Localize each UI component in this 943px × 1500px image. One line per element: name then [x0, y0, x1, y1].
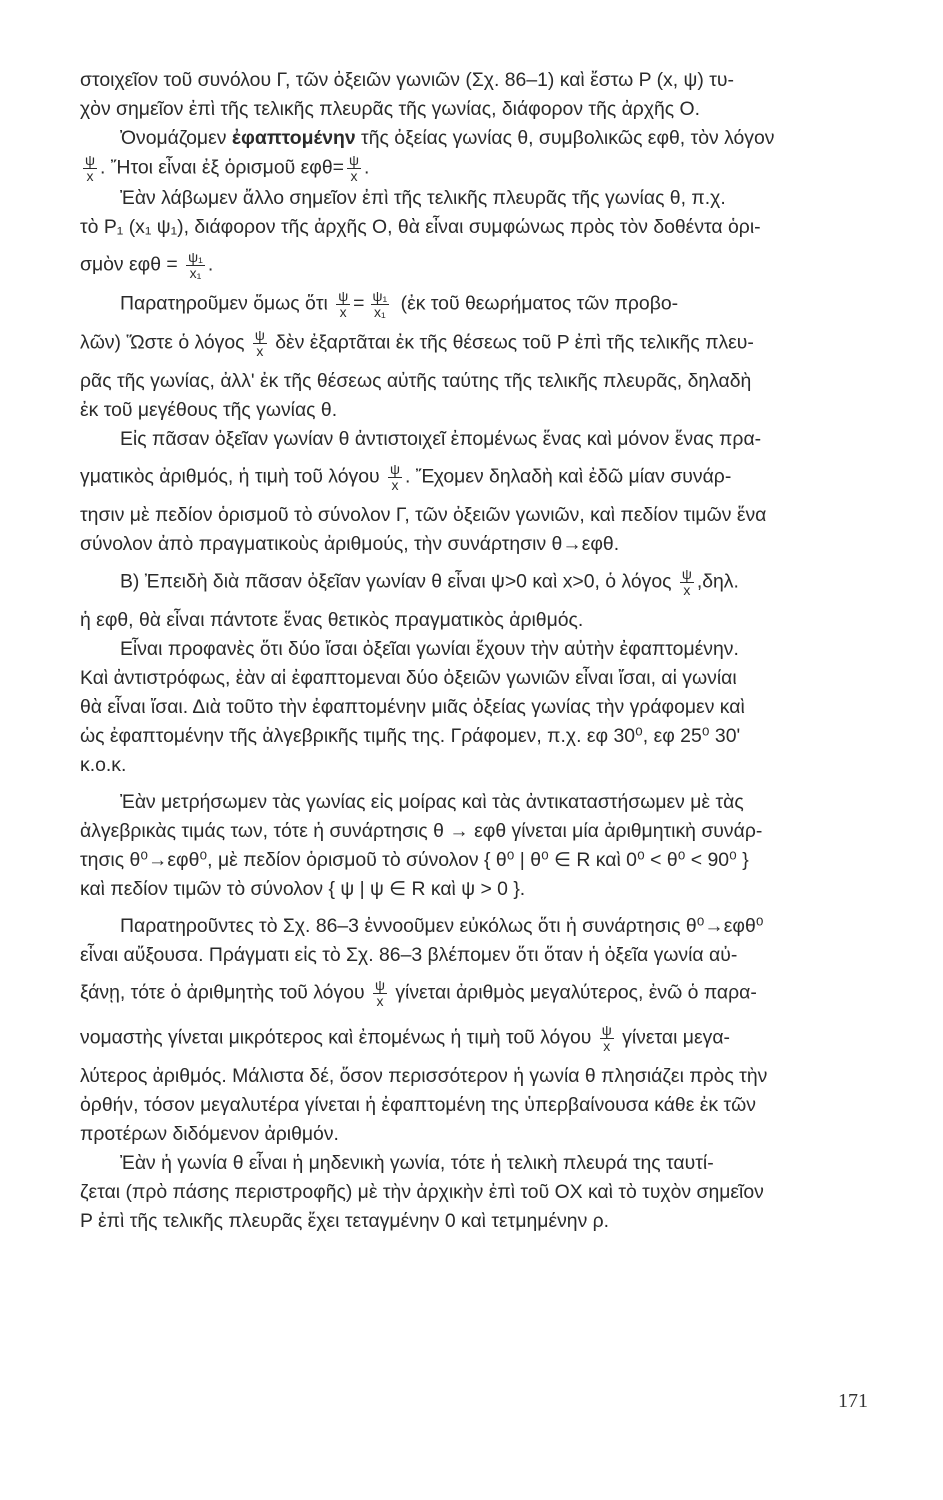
fraction-denominator: x	[86, 168, 94, 184]
fraction-psi1-over-x1	[371, 289, 390, 320]
fraction-denominator: x₁	[373, 304, 386, 320]
text-line: Παρατηροῦντες τὸ Σχ. 86–3 ἐννοοῦμεν εὐκόλως ὅτι ἡ συνάρτησις θ⁰→εφθ⁰	[120, 915, 764, 937]
definition-line	[80, 124, 863, 153]
fraction-psi-over-x	[600, 1023, 614, 1054]
text-line: προτέρων διδόμενον ἀριθμόν.	[80, 1123, 339, 1145]
fraction-numerator: ψ	[254, 328, 265, 343]
text-line: στοιχεῖον τοῦ συνόλου Γ, τῶν ὀξειῶν γωνιῶν (Σχ. 86–1) καὶ ἔστω Ρ (x, ψ) τυ-	[80, 69, 734, 91]
text-run: ,δηλ.	[696, 570, 739, 593]
fraction-psi-over-x	[253, 328, 267, 359]
text-line: ὀρθήν, τόσον μεγαλυτέρα γίνεται ἡ ἐφαπτομένη της ὑπερβαίνουσα κάθε ἐκ τῶν	[80, 1094, 756, 1116]
text-run: (ἐκ τοῦ θεωρήματος τῶν προβο-	[400, 292, 679, 315]
fraction-denominator: x	[376, 993, 384, 1009]
fraction-denominator: x	[683, 582, 691, 598]
text-run: τῆς ὀξείας γωνίας θ, συμβολικῶς εφθ, τὸν λόγον	[355, 127, 775, 149]
fraction-numerator: ψ₁	[372, 289, 388, 304]
text-line: χὸν σημεῖον ἐπὶ τῆς τελικῆς πλευρᾶς τῆς γωνίας, διάφορον τῆς ἀρχῆς Ο.	[80, 98, 700, 120]
text-line: ἀλγεβρικὰς τιμάς των, τότε ἡ συνάρτησις θ → εφθ γίνεται μία ἀριθμητικὴ συνάρ-	[80, 820, 763, 842]
text-line: σμὸν εφθ = $\frac{\text{ψ₁}}{\text{x₁}}$ .	[80, 250, 214, 281]
text-line: καὶ πεδίον τιμῶν τὸ σύνολον { ψ | ψ ∈ R καὶ ψ > 0 }.	[80, 878, 526, 900]
text-line	[80, 1023, 863, 1054]
body-text	[80, 66, 863, 1236]
fraction-psi-over-x	[680, 567, 694, 598]
fraction-numerator: ψ	[338, 289, 349, 304]
text-line: Εἰς πᾶσαν ὀξεῖαν γωνίαν θ ἀντιστοιχεῖ ἐπομένως ἕνας καὶ μόνον ἕνας πρα-	[120, 428, 762, 450]
page-number: 171	[838, 1390, 868, 1412]
text-run: νομαστὴς γίνεται μικρότερος καὶ ἐπομένως ἡ τιμὴ τοῦ λόγου	[80, 1026, 597, 1049]
text-run: ξάνῃ, τότε ὁ ἀριθμητὴς τοῦ λόγου	[80, 981, 370, 1004]
text-run: δὲν ἐξαρτᾶται ἐκ τῆς θέσεως τοῦ Ρ ἐπὶ τῆς τελικῆς πλευ-	[275, 331, 754, 354]
fraction-denominator: x	[391, 477, 399, 493]
text-line	[80, 328, 863, 359]
text-line: τησις θ⁰→εφθ⁰, μὲ πεδίον ὁρισμοῦ τὸ σύνολον { θ⁰ | θ⁰ ∈ R καὶ 0⁰ < θ⁰ < 90⁰ }	[80, 849, 749, 871]
text-run: Β) Ἐπειδὴ διὰ πᾶσαν ὀξεῖαν γωνίαν θ εἶναι ψ>0 καὶ x>0, ὁ λόγος	[120, 570, 677, 593]
text-line: τὸ Ρ₁ (x₁ ψ₁), διάφορον τῆς ἀρχῆς Ο, θὰ εἶναι συμφώνως πρὸς τὸν δοθέντα ὁρι-	[80, 216, 761, 238]
text-line: τησιν μὲ πεδίον ὁρισμοῦ τὸ σύνολον Γ, τῶν ὀξειῶν γωνιῶν, καὶ πεδίον τιμῶν ἕνα	[80, 504, 767, 526]
fraction-numerator: ψ	[348, 153, 359, 168]
equals-sign: =	[353, 292, 365, 315]
fraction-numerator: ψ	[601, 1023, 612, 1038]
text-line: Ἐὰν ἡ γωνία θ εἶναι ἡ μηδενικὴ γωνία, τότε ἡ τελικὴ πλευρά της ταυτί-	[120, 1152, 714, 1174]
text-line: εἶναι αὔξουσα. Πράγματι εἰς τὸ Σχ. 86–3 βλέπομεν ὅτι ὅταν ἡ ὀξεῖα γωνία αὐ-	[80, 944, 738, 966]
text-line: $\frac{\psi}{x}$ . Ἤτοι εἶναι ἐξ ὁρισμοῦ εφθ= $\frac{\psi}{x}$ .	[85, 153, 370, 184]
text-run: Ὀνομάζομεν	[120, 127, 232, 149]
fraction-numerator: ψ	[681, 567, 692, 582]
text-line: Ρ ἐπὶ τῆς τελικῆς πλευρᾶς ἔχει τεταγμένην 0 καὶ τετμημένην ρ.	[80, 1210, 610, 1232]
text-line: ἡ εφθ, θὰ εἶναι πάντοτε ἕνας θετικὸς πραγματικὸς ἀριθμός.	[80, 609, 584, 631]
text-line: ὡς ἐφαπτομένην τῆς ἀλγεβρικῆς τιμῆς της. Γράφομεν, π.χ. εφ 30⁰, εφ 25⁰ 30'	[80, 725, 741, 747]
text-run: σμὸν εφθ =	[80, 253, 184, 276]
text-line	[80, 289, 863, 320]
fraction-denominator: x	[256, 343, 264, 359]
fraction-psi-over-x	[83, 153, 97, 184]
fraction-denominator: x	[350, 168, 358, 184]
fraction-numerator: ψ	[374, 978, 385, 993]
fraction-denominator: x₁	[189, 265, 202, 281]
text-line: ζεται (πρὸ πάσης περιστροφῆς) μὲ τὴν ἀρχικὴν ἐπὶ τοῦ ΟΧ καὶ τὸ τυχὸν σημεῖον	[80, 1181, 764, 1203]
fraction-denominator: x	[603, 1038, 611, 1054]
defined-term: ἐφαπτομένην	[231, 127, 356, 149]
text-run: Παρατηροῦμεν ὅμως ὅτι	[120, 292, 334, 315]
fraction-psi1-over-x1	[186, 250, 205, 281]
text-run: . Ἔχομεν δηλαδὴ καὶ ἐδῶ μίαν συνάρ-	[404, 465, 732, 488]
text-run: λῶν) Ὥστε ὁ λόγος	[80, 331, 250, 354]
text-line: ἐκ τοῦ μεγέθους τῆς γωνίας θ.	[80, 399, 338, 421]
fraction-psi-over-x	[336, 289, 350, 320]
fraction-numerator: ψ	[389, 462, 400, 477]
text-run: γίνεται ἀριθμὸς μεγαλύτερος, ἐνῶ ὁ παρα-	[395, 981, 757, 1004]
text-line	[80, 978, 863, 1009]
text-line: ρᾶς τῆς γωνίας, ἀλλ' ἐκ τῆς θέσεως αὐτῆς ταύτης τῆς τελικῆς πλευρᾶς, δηλαδὴ	[80, 370, 752, 392]
fraction-numerator: ψ₁	[188, 250, 203, 265]
fraction-numerator: ψ	[85, 153, 95, 168]
fraction-psi-over-x	[388, 462, 402, 493]
text-line: Εἶναι προφανὲς ὅτι δύο ἴσαι ὀξεῖαι γωνίαι ἔχουν τὴν αὐτὴν ἐφαπτομένην.	[120, 638, 739, 660]
fraction-psi-over-x	[347, 153, 361, 184]
text-line: Καὶ ἀντιστρόφως, ἐὰν αἱ ἐφαπτομεναι δύο ὀξειῶν γωνιῶν εἶναι ἴσαι, αἱ γωνίαι	[80, 667, 737, 689]
text-line	[80, 567, 863, 598]
text-run: . Ἤτοι εἶναι ἐξ ὁρισμοῦ εφθ=	[99, 156, 344, 179]
text-line: σύνολον ἀπὸ πραγματικοὺς ἀριθμούς, τὴν συνάρτησιν θ→εφθ.	[80, 533, 620, 555]
text-line: Ἐὰν λάβωμεν ἄλλο σημεῖον ἐπὶ τῆς τελικῆς πλευρᾶς τῆς γωνίας θ, π.χ.	[120, 187, 726, 209]
text-run: γματικὸς ἀριθμός, ἡ τιμὴ τοῦ λόγου	[80, 465, 385, 488]
text-run: γίνεται μεγα-	[622, 1026, 730, 1049]
fraction-psi-over-x	[373, 978, 387, 1009]
text-line: Ἐὰν μετρήσωμεν τὰς γωνίας εἰς μοίρας καὶ τὰς ἀντικαταστήσωμεν μὲ τὰς	[120, 791, 744, 813]
text-line: λύτερος ἀριθμός. Μάλιστα δέ, ὅσον περισσότερον ἡ γωνία θ πλησιάζει πρὸς τὴν	[80, 1065, 768, 1087]
text-line	[80, 462, 863, 493]
text-line: θὰ εἶναι ἴσαι. Διὰ τοῦτο τὴν ἐφαπτομένην μιᾶς ὀξείας γωνίας τὴν γράφομεν καὶ	[80, 696, 745, 718]
fraction-denominator: x	[339, 304, 347, 320]
text-line: κ.ο.κ.	[80, 754, 127, 776]
